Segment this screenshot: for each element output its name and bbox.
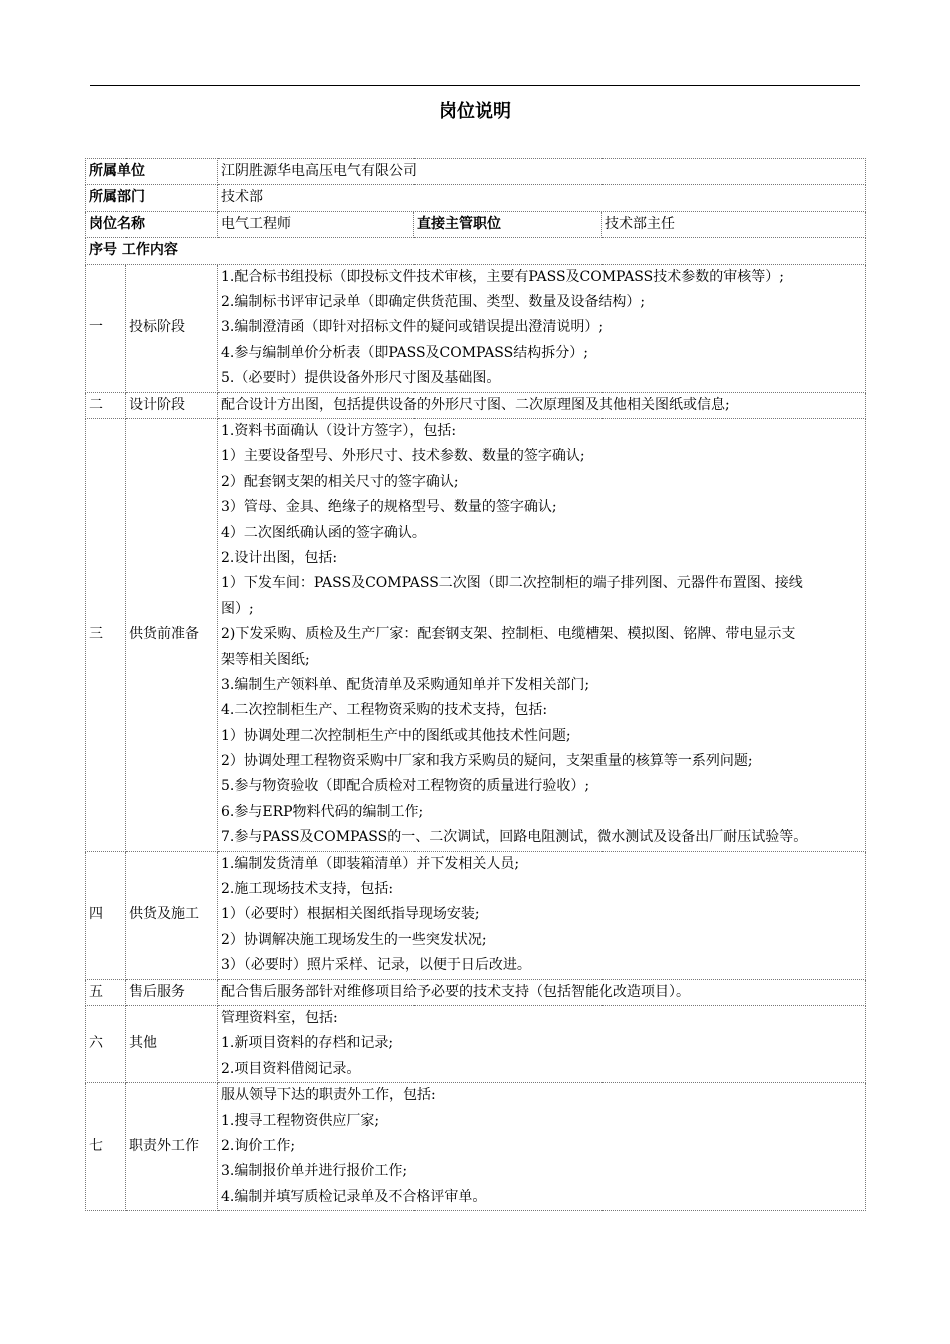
content-line: 4.二次控制柜生产、工程物资采购的技术支持，包括: xyxy=(221,702,548,719)
section-row xyxy=(86,418,866,851)
section-number: 四 xyxy=(86,851,126,979)
section-name: 供货前准备 xyxy=(126,418,218,851)
section-number: 二 xyxy=(86,392,126,418)
content-line: 1.搜寻工程物资供应厂家; xyxy=(221,1112,380,1129)
content-line: 3.编制报价单并进行报价工作; xyxy=(221,1163,408,1180)
section-row xyxy=(86,851,866,979)
content-line: 2）协调解决施工现场发生的一些突发状况; xyxy=(221,931,487,948)
content-line: 3）（必要时）照片采样、记录，以便于日后改进。 xyxy=(221,957,531,974)
content-line: 4）二次图纸确认函的签字确认。 xyxy=(221,524,426,541)
section-content xyxy=(218,979,866,1005)
dept-row xyxy=(86,185,866,211)
job-description-table xyxy=(85,158,866,1211)
content-line: 2.施工现场技术支持，包括: xyxy=(221,881,394,898)
header-rule xyxy=(90,85,860,86)
section-content xyxy=(218,264,866,392)
section-row xyxy=(86,1005,866,1082)
section-row xyxy=(86,392,866,418)
section-name: 售后服务 xyxy=(126,979,218,1005)
section-number: 七 xyxy=(86,1083,126,1211)
position-row xyxy=(86,211,866,237)
content-line: 配合售后服务部针对维修项目给予必要的技术支持（包括智能化改造项目）。 xyxy=(221,983,690,1000)
dept-label: 所属部门 xyxy=(86,185,218,211)
unit-row xyxy=(86,159,866,185)
content-line: 配合设计方出图，包括提供设备的外形尺寸图、二次原理图及其他相关图纸或信息; xyxy=(221,396,730,413)
supervisor-value: 技术部主任 xyxy=(602,211,866,237)
section-number: 一 xyxy=(86,264,126,392)
position-label: 岗位名称 xyxy=(86,211,218,237)
unit-value: 江阴胜源华电高压电气有限公司 xyxy=(218,159,866,185)
content-line: 图）; xyxy=(221,600,254,617)
content-line: 1）下发车间：PASS及COMPASS二次图（即二次控制柜的端子排列图、元器件布置图、接线 xyxy=(221,575,803,592)
content-line: 2.设计出图，包括: xyxy=(221,549,338,566)
section-name: 职责外工作 xyxy=(126,1083,218,1211)
content-line: 3）管母、金具、绝缘子的规格型号、数量的签字确认; xyxy=(221,499,557,516)
content-line: 3.编制生产领料单、配货清单及采购通知单并下发相关部门; xyxy=(221,676,590,693)
content-line: 6.参与ERP物料代码的编制工作; xyxy=(221,803,424,820)
section-content xyxy=(218,851,866,979)
content-line: 5.（必要时）提供设备外形尺寸图及基础图。 xyxy=(221,370,501,387)
content-line: 服从领导下达的职责外工作，包括: xyxy=(221,1087,436,1104)
content-line: 7.参与PASS及COMPASS的一、二次调试，回路电阻测试，微水测试及设备出厂耐压试验等。 xyxy=(221,829,808,846)
section-content xyxy=(218,418,866,851)
unit-label: 所属单位 xyxy=(86,159,218,185)
section-row xyxy=(86,264,866,392)
content-line: 架等相关图纸; xyxy=(221,651,310,668)
content-line: 1）（必要时）根据相关图纸指导现场安装; xyxy=(221,906,480,923)
content-line: 4.参与编制单价分析表（即PASS及COMPASS结构拆分）; xyxy=(221,344,588,361)
section-number: 六 xyxy=(86,1005,126,1082)
section-name: 投标阶段 xyxy=(126,264,218,392)
section-name: 其他 xyxy=(126,1005,218,1082)
content-line: 2)下发采购、质检及生产厂家：配套钢支架、控制柜、电缆槽架、模拟图、铭牌、带电显示支 xyxy=(221,626,796,643)
content-header-row xyxy=(86,238,866,264)
content-line: 4.编制并填写质检记录单及不合格评审单。 xyxy=(221,1188,487,1205)
position-value: 电气工程师 xyxy=(218,211,414,237)
content-line: 5.参与物资验收（即配合质检对工程物资的质量进行验收）; xyxy=(221,778,590,795)
content-line: 2.项目资料借阅记录。 xyxy=(221,1060,361,1077)
section-content xyxy=(218,1005,866,1082)
content-line: 2.询价工作; xyxy=(221,1137,296,1154)
section-name: 设计阶段 xyxy=(126,392,218,418)
section-number: 三 xyxy=(86,418,126,851)
section-number: 五 xyxy=(86,979,126,1005)
supervisor-label: 直接主管职位 xyxy=(414,211,602,237)
content-line: 3.编制澄清函（即针对招标文件的疑问或错误提出澄清说明）; xyxy=(221,319,604,336)
section-row xyxy=(86,1083,866,1211)
content-line: 1）协调处理二次控制柜生产中的图纸或其他技术性问题; xyxy=(221,727,571,744)
content-line: 2）配套钢支架的相关尺寸的签字确认; xyxy=(221,473,459,490)
page-title: 岗位说明 xyxy=(439,101,511,122)
section-row xyxy=(86,979,866,1005)
section-name: 供货及施工 xyxy=(126,851,218,979)
content-line: 1.配合标书组投标（即投标文件技术审核，主要有PASS及COMPASS技术参数的审核等）; xyxy=(221,268,784,285)
dept-value: 技术部 xyxy=(218,185,866,211)
seq-label: 序号 xyxy=(89,242,117,259)
content-line: 1.资料书面确认（设计方签字），包括: xyxy=(221,422,457,439)
content-line: 2.编制标书评审记录单（即确定供货范围、类型、数量及设备结构）; xyxy=(221,294,646,311)
content-line: 管理资料室，包括: xyxy=(221,1009,338,1026)
section-content xyxy=(218,1083,866,1211)
content-line: 1.新项目资料的存档和记录; xyxy=(221,1035,394,1052)
content-line: 1）主要设备型号、外形尺寸、技术参数、数量的签字确认; xyxy=(221,448,585,465)
content-label: 工作内容 xyxy=(121,242,178,259)
content-line: 1.编制发货清单（即装箱清单）并下发相关人员; xyxy=(221,855,520,872)
section-content xyxy=(218,392,866,418)
content-line: 2）协调处理工程物资采购中厂家和我方采购员的疑问，支架重量的核算等一系列问题; xyxy=(221,753,753,770)
